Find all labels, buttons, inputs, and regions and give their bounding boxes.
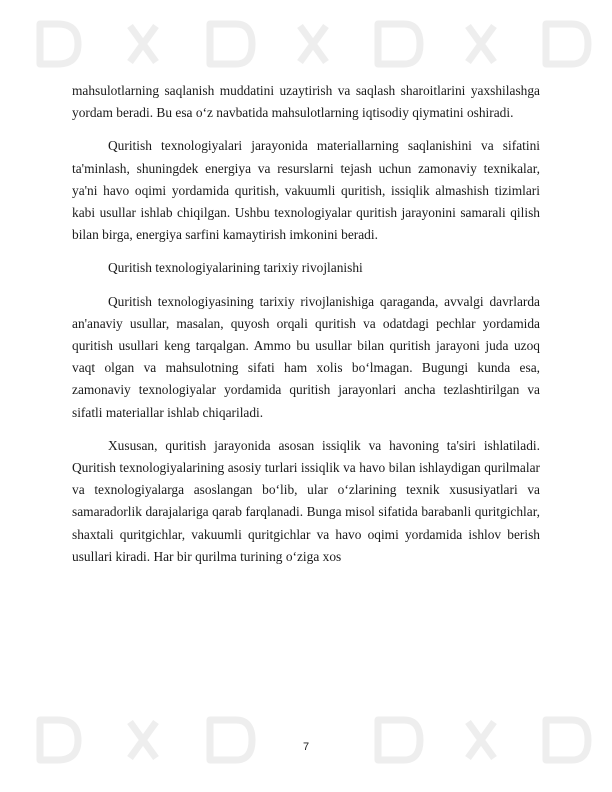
paragraph-intro-continuation: mahsulotlarning saqlanish muddatini uzaytirish va saqlash sharoitlarini yaxshilashga yordam beradi. Bu esa o‘z navbatida mahsulotlarning iqtisodiy qiymatini oshiradi.	[72, 83, 540, 121]
paragraph-drying-types: Xususan, quritish jarayonida asosan issiqlik va havoning ta'siri ishlatiladi. Quritish texnologiyalarining asosiy turlari issiqlik va havo bilan ishlaydigan qurilmalar va texnologiyalarga asoslangan bo‘lib, ular o‘zlarining texnik xususiyatlari va samaradorlik darajalariga qarab farqlanadi. Bunga misol sifatida barabanli quritgichlar, shaxtali quritgichlar, vakuumli quritgichlar va havo oqimi yordamida ishlov berish usullari kiradi. Har bir qurilma turining o‘ziga xos	[72, 437, 540, 564]
paragraph-history: Quritish texnologiyasining tarixiy rivojlanishiga qaraganda, avvalgi davrlarda an'anaviy usullar, masalan, quyosh orqali quritish va odatdagi pechlar yordamida quritish usullari keng tarqalgan. Ammo bu usullar bilan quritish jarayoni juda uzoq vaqt olgan va mahsulotning sifati ham xolis bo‘lmagan. Bugungi kunda esa, zamonaviy texnologiyalar yordamida quritish jarayonlari ancha tezlashtirilgan va sifatli materiallar ishlab chiqariladi.	[72, 293, 540, 420]
document-body	[72, 80, 540, 568]
paragraph-drying-technologies: Quritish texnologiyalari jarayonida materiallarning saqlanishini va sifatini ta'minlash, shuningdek energiya va resurslarni tejash uchun zamonaviy texnikalar, ya'ni havo oqimi yordamida quritish, vakuumli quritish, issiqlik almashish tizimlari kabi usullar ishlab chiqilgan. Ushbu texnologiyalar quritish jarayonini samarali qilish bilan birga, energiya sarfini kamaytirish imkonini beradi.	[72, 138, 540, 243]
section-heading: Quritish texnologiyalarining tarixiy rivojlanishi	[108, 260, 363, 276]
page-number: 7	[302, 741, 310, 753]
